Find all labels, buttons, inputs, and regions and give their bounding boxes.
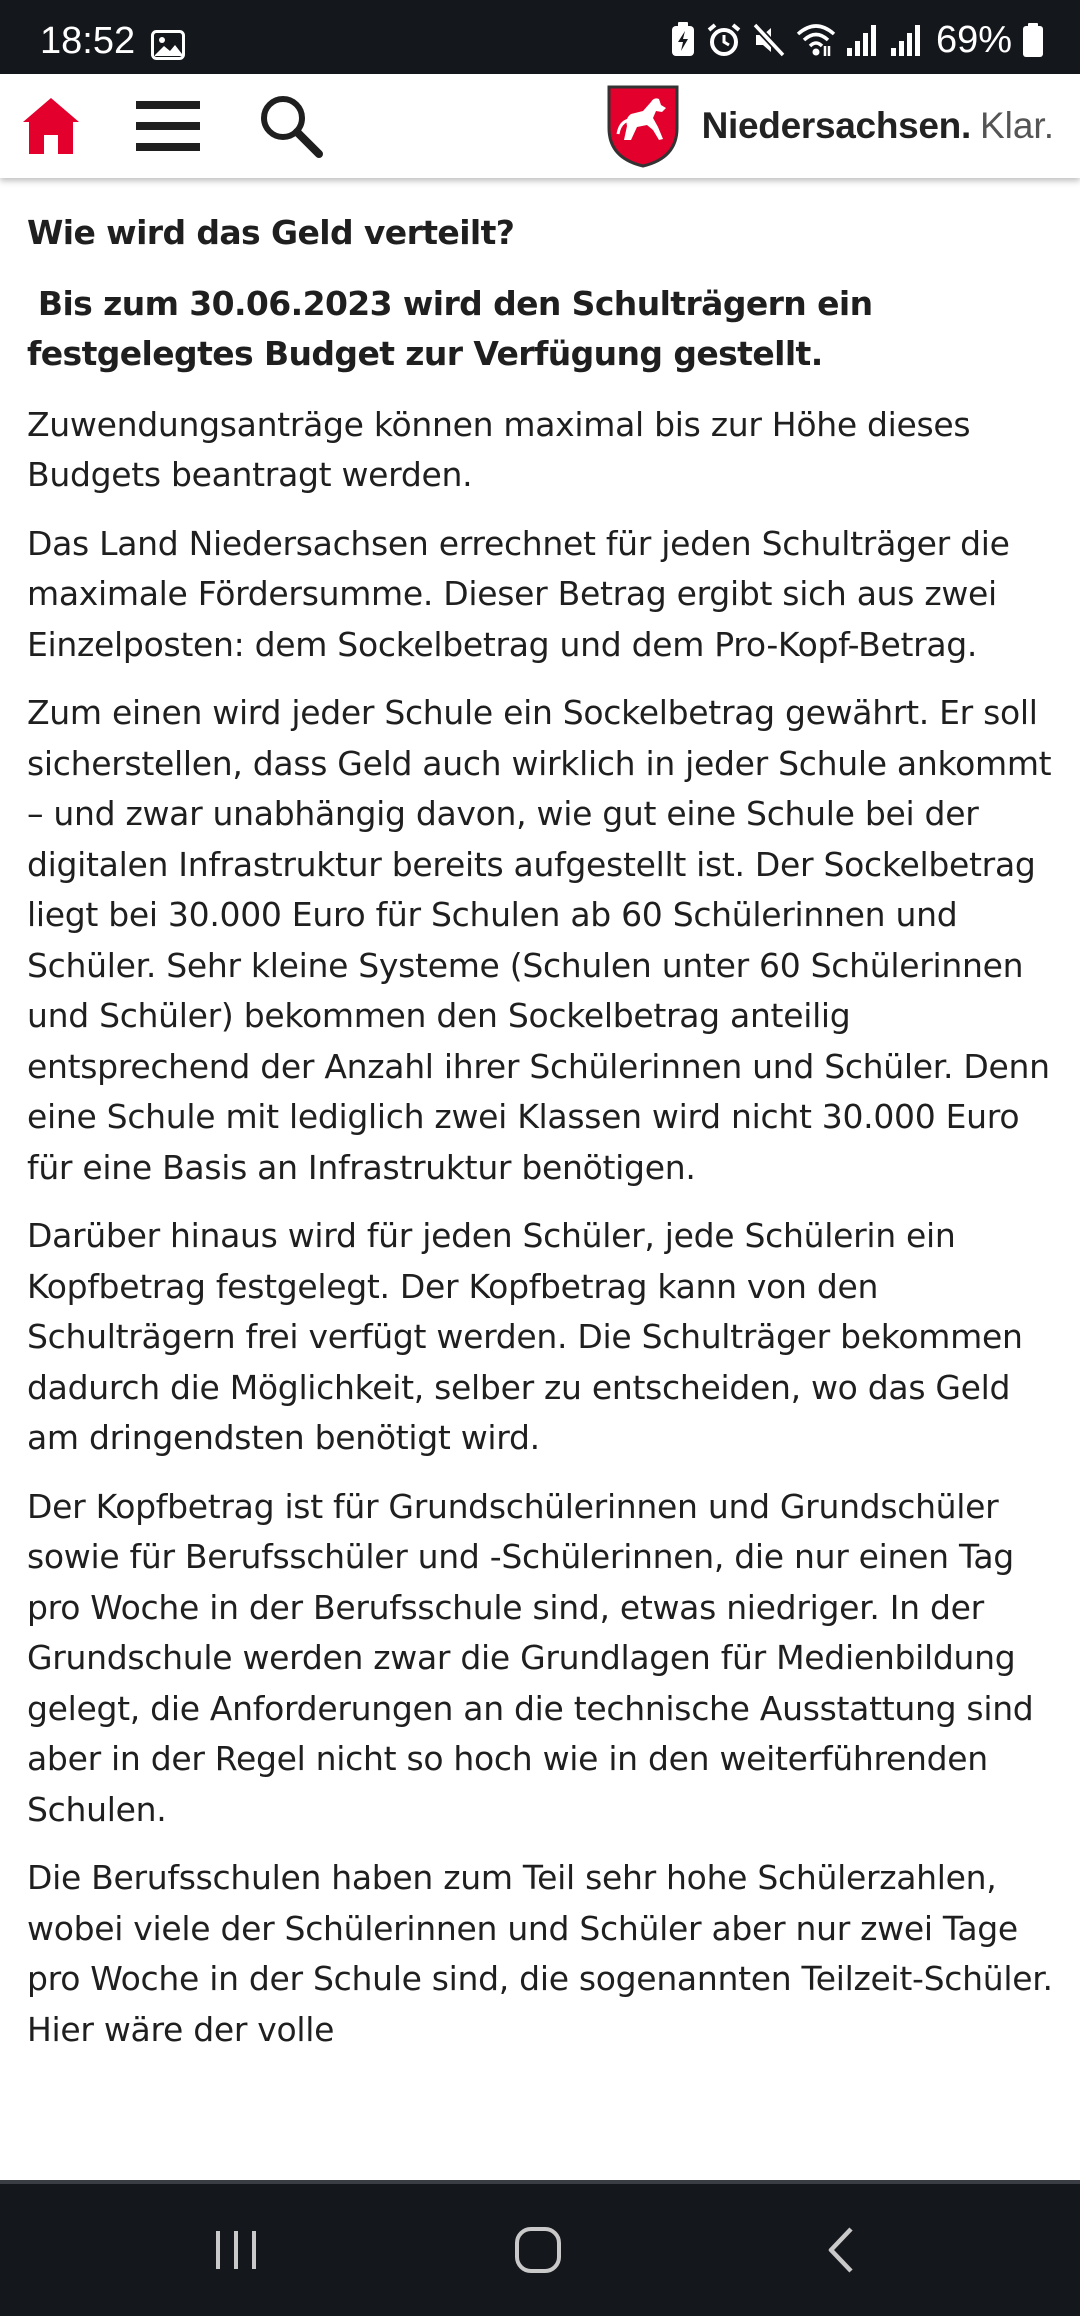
status-icons: [670, 18, 1044, 62]
top-navigation: [0, 74, 1080, 178]
home-button-icon: [514, 2226, 562, 2274]
status-bar: [0, 0, 1080, 74]
recent-apps-button[interactable]: [176, 2184, 296, 2316]
gallery-icon: [151, 30, 185, 60]
home-nav-button[interactable]: [478, 2184, 598, 2316]
article-content: [27, 208, 1057, 2073]
alarm-icon: [706, 22, 742, 58]
paragraph: Die Berufsschulen haben zum Teil sehr hohe Schülerzahlen, wobei viele der Schülerinnen und Schüler aber nur zwei Tage pro Woche in der Schule sind, die sogenannten Teilzeit-Schüler. Hier wäre der volle: [27, 1858, 1053, 2049]
battery-saver-icon: [670, 22, 696, 58]
mute-icon: [752, 22, 786, 58]
section-heading: Wie wird das Geld verteilt?: [27, 213, 515, 252]
menu-button[interactable]: [130, 74, 206, 178]
paragraph: Das Land Niedersachsen errechnet für jeden Schulträger die maximale Fördersumme. Dieser Betrag ergibt sich aus zwei Einzelposten: dem Sockelbetrag und dem Pro-Kopf-Betrag.: [27, 523, 1010, 664]
paragraph: Darüber hinaus wird für jeden Schüler, jede Schülerin ein Kopfbetrag festgelegt. Der Kopfbetrag kann von den Schulträgern frei verfügt werden. Die Schulträger bekommen dadurch die Möglichkeit, selber zu entscheiden, wo das Geld am dringendsten benötigt wird.: [27, 1216, 1023, 1457]
battery-percent: 69%: [935, 19, 1012, 61]
brand-logo[interactable]: [606, 86, 1054, 166]
lead-paragraph: Bis zum 30.06.2023 wird den Schulträgern ein festgelegtes Budget zur Verfügung gestellt.: [27, 283, 884, 373]
system-navigation-bar: [0, 2180, 1080, 2316]
battery-icon: [1022, 22, 1044, 58]
signal-icon: [890, 22, 924, 58]
home-button[interactable]: [14, 74, 88, 178]
paragraph: Zuwendungsanträge können maximal bis zur Höhe dieses Budgets beantragt werden.: [27, 404, 971, 494]
paragraph: Der Kopfbetrag ist für Grundschülerinnen und Grundschüler sowie für Berufsschüler und -Schülerinnen, die nur einen Tag pro Woche in der Berufsschule sind, etwas niedriger. In der Grundschule werden zwar die Grundlagen für Medienbildung gelegt, die Anforderungen an die technische Ausstattung sind aber in der Regel nicht so hoch wie in den weiterführenden Schulen.: [27, 1486, 1034, 1829]
signal-icon: [846, 22, 880, 58]
back-icon: [823, 2226, 857, 2274]
paragraph: Zum einen wird jeder Schule ein Sockelbetrag gewährt. Er soll sicherstellen, dass Geld auch wirklich in jeder Schule ankommt – und zwar unabhängig davon, wie gut eine Schule bei der digitalen Infrastruktur bereits aufgestellt ist. Der Sockelbetrag liegt bei 30.000 Euro für Schulen ab 60 Schülerinnen und Schüler. Sehr kleine Systeme (Schulen unter 60 Schülerinnen und Schüler) bekommen den Sockelbetrag anteilig entsprechend der Anzahl ihrer Schülerinnen und Schüler. Denn eine Schule mit lediglich zwei Klassen wird nicht 30.000 Euro für eine Basis an Infrastruktur benötigen.: [27, 693, 1052, 1187]
brand-name: Niedersachsen.: [701, 105, 971, 146]
wifi-icon: [796, 22, 836, 58]
menu-icon: [136, 99, 200, 153]
recent-apps-icon: [213, 2229, 259, 2271]
lower-saxony-coat-of-arms-icon: [606, 84, 680, 168]
search-button[interactable]: [254, 74, 328, 178]
search-icon: [258, 93, 324, 159]
brand-slogan: Klar.: [979, 105, 1054, 146]
status-time: 18:52: [40, 20, 136, 62]
home-icon: [21, 95, 81, 157]
back-button[interactable]: [780, 2184, 900, 2316]
